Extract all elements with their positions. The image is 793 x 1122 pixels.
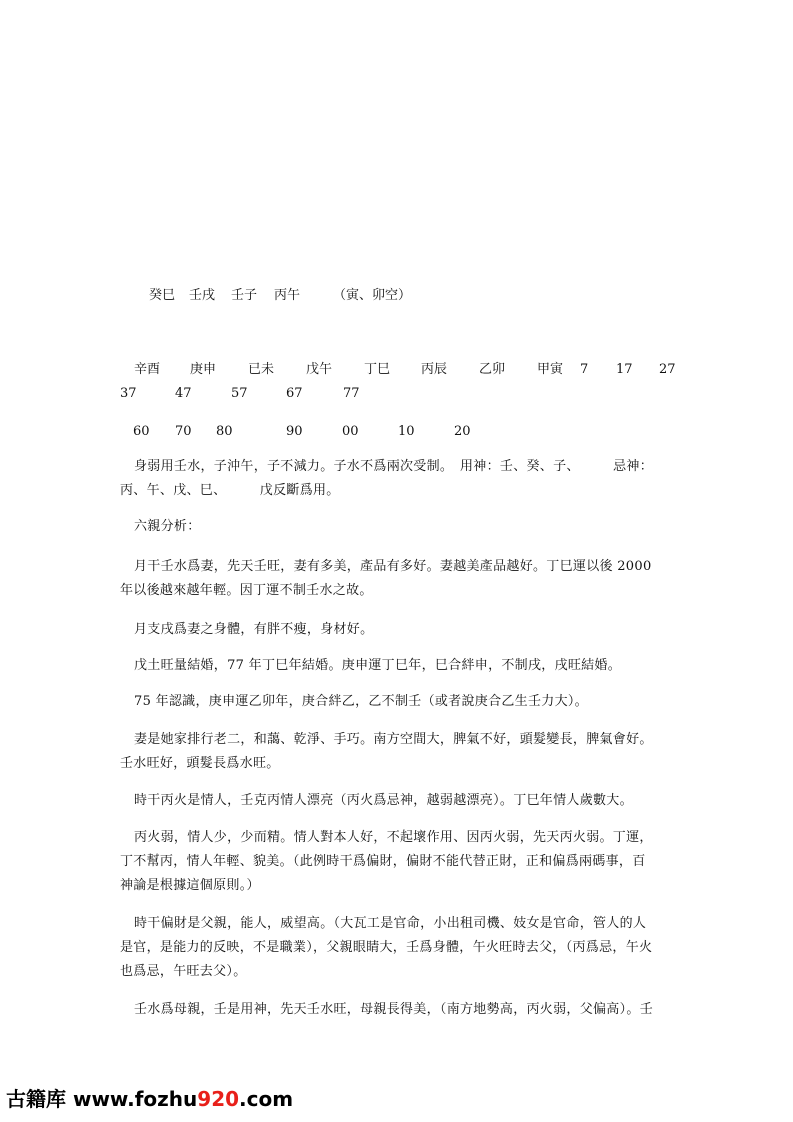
luck-stem: 辛酉 (134, 362, 161, 377)
luck-stem: 乙卯 (479, 362, 506, 377)
luck-year: 60 (133, 424, 150, 439)
luck-year: 80 (216, 424, 233, 439)
site-url-number: 920 (197, 1087, 240, 1111)
luck-year: 70 (175, 424, 192, 439)
luck-stem: 庚申 (190, 362, 217, 377)
luck-age: 57 (231, 386, 248, 401)
paragraph-wife-family: 妻是她家排行老二，和藹、乾淨、手巧。南方空間大，脾氣不好，頭髮變長，脾氣會好。 壬水旺好，頭髮長爲水旺。 (120, 732, 653, 771)
paragraph-lover: 時干丙火是情人，壬克丙情人漂亮（丙火爲忌神，越弱越漂亮）。丁巳年情人歲數大。 (134, 793, 633, 808)
paragraph-wife-body: 月支戌爲妻之身體，有胖不瘦，身材好。 (134, 622, 374, 637)
luck-age: 17 (616, 362, 633, 377)
luck-age: 7 (580, 362, 589, 377)
paragraph-wife: 月干壬水爲妻，先天壬旺，妻有多美，產品有多好。妻越美產品越好。丁巳運以後 2000 年以後越來越年輕。因丁運不制壬水之故。 (120, 559, 652, 598)
site-name: 古籍库 (6, 1087, 66, 1111)
luck-stem: 已未 (248, 362, 275, 377)
paragraph-acquaintance: 75 年認識，庚申運乙卯年，庚合絆乙，乙不制壬（或者說庚合乙生壬力大）。 (134, 694, 588, 709)
luck-year: 10 (398, 424, 415, 439)
site-url-suffix: .com (239, 1087, 294, 1111)
site-url-prefix: www.fozhu (66, 1087, 198, 1111)
luck-stem: 丙辰 (421, 362, 448, 377)
void-branches: （寅、卯空） (333, 288, 412, 303)
luck-age: 67 (286, 386, 303, 401)
luck-stem: 甲寅 (537, 362, 564, 377)
section-heading-six-relations: 六親分析： (134, 519, 201, 534)
luck-age: 37 (120, 386, 137, 401)
luck-age: 27 (659, 362, 676, 377)
luck-stem: 丁巳 (364, 362, 391, 377)
luck-year: 20 (454, 424, 471, 439)
pillar-day: 壬子 (231, 288, 258, 303)
luck-year: 90 (286, 424, 303, 439)
pillar-month: 壬戌 (189, 288, 216, 303)
paragraph-mother: 壬水爲母親，壬是用神，先天壬水旺，母親長得美，（南方地勢高，丙火弱，父偏高）。壬 (134, 1002, 654, 1017)
paragraph-father: 時干偏財是父親，能人，威望高。（大瓦工是官命，小出租司機、妓女是官命，管人的人 是官，是能力的反映，不是職業），父親眼睛大，壬爲身體，午火旺時去父，（丙爲忌，午火 也爲忌，午旺去父）。 (120, 916, 653, 979)
pillar-year: 癸巳 (149, 288, 176, 303)
footer-watermark (6, 1086, 293, 1112)
luck-year: 00 (342, 424, 359, 439)
paragraph-lover-detail: 丙火弱，情人少，少而精。情人對本人好，不起壞作用、因丙火弱，先天丙火弱。丁運， 丁不幫丙，情人年輕、貌美。（此例時干爲偏財，偏財不能代替正財，正和偏爲兩碼事，百 神論是根據這個原則。） (120, 830, 653, 893)
luck-stem: 戊午 (306, 362, 333, 377)
paragraph-yongshen: 身弱用壬水，子沖午，子不減力。子水不爲兩次受制。 用神：壬、癸、子、 忌神： 丙、午、戊、巳、 戊反斷爲用。 (120, 459, 654, 498)
pillar-hour: 丙午 (274, 288, 301, 303)
luck-age: 47 (175, 386, 192, 401)
paragraph-marriage: 戊土旺量結婚，77 年丁巳年結婚。庚申運丁巳年，巳合絆申，不制戌，戌旺結婚。 (134, 658, 622, 673)
luck-age: 77 (343, 386, 360, 401)
